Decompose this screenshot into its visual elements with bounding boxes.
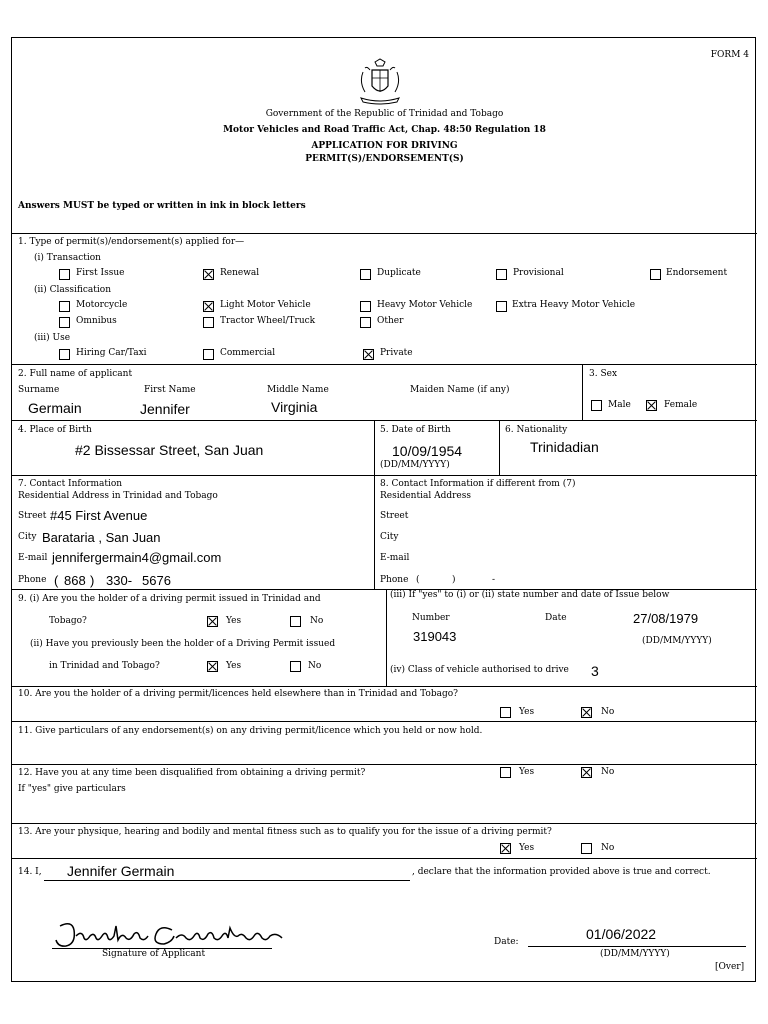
- light-motor-vehicle-label: Light Motor Vehicle: [220, 300, 311, 310]
- private-label: Private: [380, 348, 413, 358]
- q12-yes-label: Yes: [519, 767, 535, 777]
- classification-label: (ii) Classification: [34, 285, 112, 295]
- q10-yes-checkbox[interactable]: [500, 707, 511, 718]
- government-title: Government of the Republic of Trinidad and Tobago: [265, 109, 504, 119]
- dob-format: (DD/MM/YYYY): [380, 460, 450, 470]
- phone-close: ): [90, 573, 95, 588]
- street-label: Street: [18, 511, 47, 521]
- q12-no-label: No: [601, 767, 615, 777]
- first-issue-label: First Issue: [76, 268, 125, 278]
- q8-sub: Residential Address: [380, 491, 471, 501]
- surname-label: Surname: [18, 385, 60, 395]
- q13-label: 13. Are your physique, hearing and bodily and mental fitness such as to qualify you for the issue of a driving permit?: [18, 827, 552, 837]
- alt-phone-dash: -: [492, 575, 496, 585]
- place-of-birth-value[interactable]: #2 Bissessar Street, San Juan: [75, 442, 264, 458]
- alt-street-label: Street: [380, 511, 409, 521]
- dob-value[interactable]: 10/09/1954: [392, 443, 463, 459]
- private-checkbox[interactable]: [363, 349, 374, 360]
- commercial-checkbox[interactable]: [203, 349, 214, 360]
- renewal-checkbox[interactable]: [203, 269, 214, 280]
- nationality-value[interactable]: Trinidadian: [530, 439, 599, 455]
- q2-label: 2. Full name of applicant: [18, 369, 133, 379]
- q1-label: 1. Type of permit(s)/endorsement(s) applied for—: [18, 237, 245, 247]
- q10-no-checkbox[interactable]: [581, 707, 592, 718]
- q9-ii-no-label: No: [308, 661, 322, 671]
- q10-label: 10. Are you the holder of a driving permit/licences held elsewhere than in Trinidad and Tobago?: [18, 689, 458, 699]
- issue-date-label: Date: [545, 613, 567, 623]
- phone-number-value[interactable]: 5676: [142, 573, 171, 588]
- city-label: City: [18, 532, 37, 542]
- maiden-name-label: Maiden Name (if any): [410, 385, 510, 395]
- omnibus-label: Omnibus: [76, 316, 117, 326]
- omnibus-checkbox[interactable]: [59, 317, 70, 328]
- q9-ii-label: (ii) Have you previously been the holder of a Driving Permit issued: [30, 639, 336, 649]
- signature-image: [52, 916, 292, 952]
- q10-yes-label: Yes: [519, 707, 535, 717]
- alt-city-label: City: [380, 532, 399, 542]
- q13-yes-label: Yes: [519, 843, 535, 853]
- form-subtitle: PERMIT(S)/ENDORSEMENT(S): [305, 154, 464, 164]
- phone-prefix-value[interactable]: 330-: [106, 573, 133, 588]
- duplicate-checkbox[interactable]: [360, 269, 371, 280]
- q9-ii-no-checkbox[interactable]: [290, 661, 301, 672]
- q9-iii-label: (iii) If "yes" to (i) or (ii) state number and date of Issue below: [390, 590, 670, 600]
- motorcycle-label: Motorcycle: [76, 300, 128, 310]
- first-name-value[interactable]: Jennifer: [140, 401, 190, 417]
- alt-phone-open: (: [416, 575, 420, 585]
- alt-email-label: E-mail: [380, 553, 410, 563]
- email-value[interactable]: jennifergermain4@gmail.com: [52, 550, 222, 565]
- phone-label: Phone: [18, 575, 47, 585]
- first-name-label: First Name: [144, 385, 196, 395]
- first-issue-checkbox[interactable]: [59, 269, 70, 280]
- q3-label: 3. Sex: [589, 369, 618, 379]
- q9-iv-label: (iv) Class of vehicle authorised to drive: [390, 665, 569, 675]
- q14-prefix: 14. I,: [18, 867, 42, 877]
- number-label: Number: [412, 613, 450, 623]
- q9-i-no-label: No: [310, 616, 324, 626]
- endorsement-checkbox[interactable]: [650, 269, 661, 280]
- q10-no-label: No: [601, 707, 615, 717]
- phone-area-value[interactable]: 868: [64, 573, 86, 588]
- street-value[interactable]: #45 First Avenue: [50, 508, 148, 523]
- provisional-checkbox[interactable]: [496, 269, 507, 280]
- q13-no-checkbox[interactable]: [581, 843, 592, 854]
- coat-of-arms-icon: [355, 58, 405, 106]
- alt-phone-label: Phone: [380, 575, 409, 585]
- female-checkbox[interactable]: [646, 400, 657, 411]
- q9-ii-label2: in Trinidad and Tobago?: [49, 661, 160, 671]
- motorcycle-checkbox[interactable]: [59, 301, 70, 312]
- commercial-label: Commercial: [220, 348, 276, 358]
- use-label: (iii) Use: [34, 333, 71, 343]
- form-number: FORM 4: [710, 50, 749, 60]
- other-label: Other: [377, 316, 404, 326]
- phone-open: (: [54, 573, 59, 588]
- q12-yes-checkbox[interactable]: [500, 767, 511, 778]
- q12-sub: If "yes" give particulars: [18, 784, 126, 794]
- q13-yes-checkbox[interactable]: [500, 843, 511, 854]
- class-value[interactable]: 3: [591, 663, 599, 679]
- male-checkbox[interactable]: [591, 400, 602, 411]
- q9-i-yes-checkbox[interactable]: [207, 616, 218, 627]
- alt-phone-close: ): [452, 575, 456, 585]
- middle-name-value[interactable]: Virginia: [271, 399, 318, 415]
- provisional-label: Provisional: [513, 268, 564, 278]
- hiring-car-label: Hiring Car/Taxi: [76, 348, 147, 358]
- q7-label: 7. Contact Information: [18, 479, 123, 489]
- middle-name-label: Middle Name: [267, 385, 329, 395]
- email-label: E-mail: [18, 553, 48, 563]
- duplicate-label: Duplicate: [377, 268, 421, 278]
- over-label: [Over]: [715, 962, 745, 972]
- instruction-text: Answers MUST be typed or written in ink in block letters: [18, 201, 306, 211]
- other-checkbox[interactable]: [360, 317, 371, 328]
- female-label: Female: [664, 400, 698, 410]
- extra-heavy-label: Extra Heavy Motor Vehicle: [512, 300, 636, 310]
- form-title: APPLICATION FOR DRIVING: [311, 141, 458, 151]
- q14-suffix: , declare that the information provided above is true and correct.: [412, 867, 711, 877]
- male-label: Male: [608, 400, 631, 410]
- light-motor-vehicle-checkbox[interactable]: [203, 301, 214, 312]
- q9-i-label2: Tobago?: [49, 616, 87, 626]
- q4-label: 4. Place of Birth: [18, 425, 92, 435]
- q8-label: 8. Contact Information if different from (7): [380, 479, 576, 489]
- extra-heavy-checkbox[interactable]: [496, 301, 507, 312]
- act-title: Motor Vehicles and Road Traffic Act, Chap. 48:50 Regulation 18: [223, 125, 546, 135]
- q9-i-no-checkbox[interactable]: [290, 616, 301, 627]
- permit-number-value[interactable]: 319043: [413, 629, 457, 644]
- sign-date-format: (DD/MM/YYYY): [600, 949, 670, 959]
- heavy-motor-vehicle-checkbox[interactable]: [360, 301, 371, 312]
- q9-i-yes-label: Yes: [226, 616, 242, 626]
- signature-label: Signature of Applicant: [102, 949, 206, 959]
- hiring-car-checkbox[interactable]: [59, 349, 70, 360]
- sign-date-value[interactable]: 01/06/2022: [586, 926, 657, 942]
- q9-i-label: 9. (i) Are you the holder of a driving permit issued in Trinidad and: [18, 594, 321, 604]
- city-value[interactable]: Barataria , San Juan: [42, 530, 161, 545]
- sign-date-label: Date:: [494, 937, 519, 947]
- tractor-checkbox[interactable]: [203, 317, 214, 328]
- q12-label: 12. Have you at any time been disqualified from obtaining a driving permit?: [18, 768, 366, 778]
- issue-date-format: (DD/MM/YYYY): [642, 636, 712, 646]
- renewal-label: Renewal: [220, 268, 260, 278]
- q12-no-checkbox[interactable]: [581, 767, 592, 778]
- transaction-label: (i) Transaction: [34, 253, 101, 263]
- surname-value[interactable]: Germain: [28, 400, 82, 416]
- q9-ii-yes-checkbox[interactable]: [207, 661, 218, 672]
- q6-label: 6. Nationality: [505, 425, 568, 435]
- q5-label: 5. Date of Birth: [380, 425, 451, 435]
- tractor-label: Tractor Wheel/Truck: [220, 316, 316, 326]
- q13-no-label: No: [601, 843, 615, 853]
- q9-ii-yes-label: Yes: [226, 661, 242, 671]
- heavy-motor-vehicle-label: Heavy Motor Vehicle: [377, 300, 473, 310]
- endorsement-label: Endorsement: [666, 268, 728, 278]
- q7-sub: Residential Address in Trinidad and Tobago: [18, 491, 218, 501]
- application-form: [11, 37, 756, 982]
- q11-label: 11. Give particulars of any endorsement(s) on any driving permit/licence which you held or now hold.: [18, 726, 483, 736]
- issue-date-value[interactable]: 27/08/1979: [633, 611, 699, 626]
- declarant-name-value[interactable]: Jennifer Germain: [67, 863, 175, 879]
